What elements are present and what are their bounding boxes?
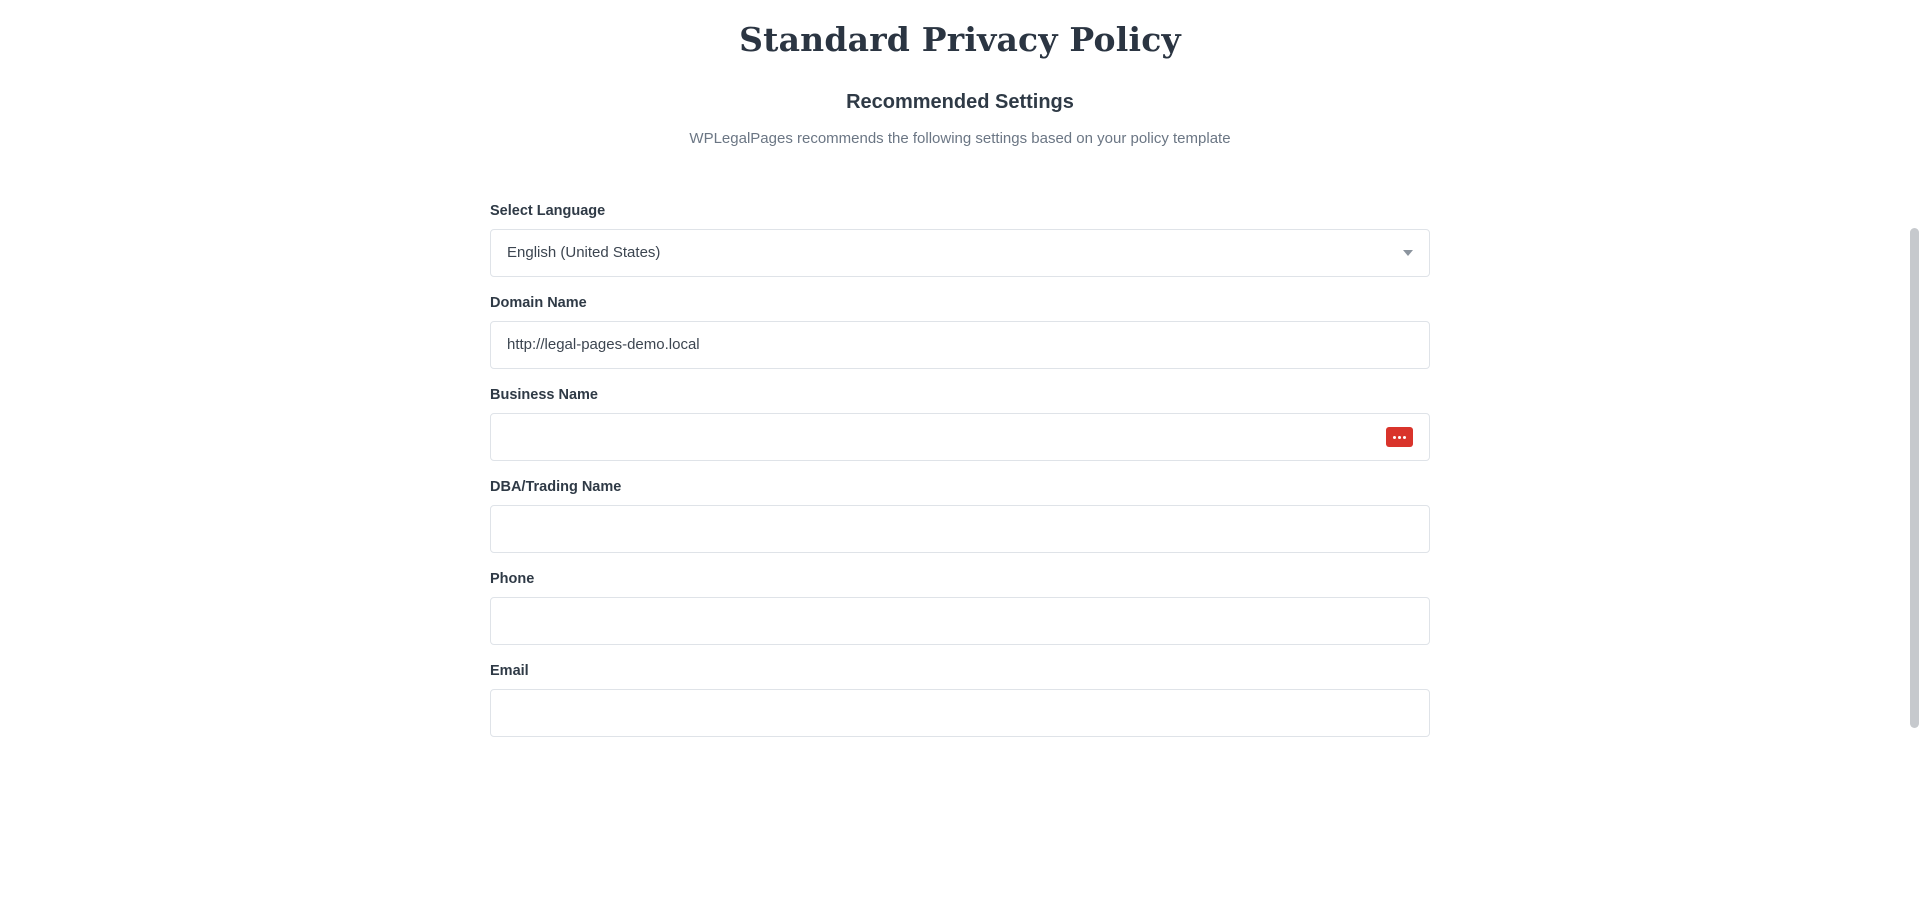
dba-trading-name-input[interactable] — [490, 505, 1430, 553]
field-label-email: Email — [490, 663, 529, 679]
language-select[interactable] — [490, 229, 1430, 277]
chevron-down-icon — [1403, 250, 1413, 256]
section-description: WPLegalPages recommends the following settings based on your policy template — [689, 130, 1231, 147]
field-email — [490, 645, 1430, 737]
domain-name-input[interactable] — [490, 321, 1430, 369]
field-domain-name — [490, 277, 1430, 369]
field-select-language — [490, 203, 1430, 277]
ellipsis-dots — [1393, 436, 1406, 439]
field-label-phone: Phone — [490, 571, 535, 587]
page-title: Standard Privacy Policy — [739, 20, 1181, 59]
business-name-input[interactable] — [490, 413, 1430, 461]
field-dba-trading-name — [490, 461, 1430, 553]
field-label-dba-trading-name: DBA/Trading Name — [490, 479, 622, 495]
field-business-name — [490, 369, 1430, 461]
field-label-select-language: Select Language — [490, 203, 606, 219]
email-input[interactable] — [490, 689, 1430, 737]
page-scrollbar-thumb[interactable] — [1910, 228, 1919, 728]
domain-name-value: http://legal-pages-demo.local — [507, 336, 700, 353]
settings-form — [490, 147, 1430, 737]
section-subtitle: Recommended Settings — [846, 91, 1074, 113]
field-phone — [490, 553, 1430, 645]
page-scrollbar[interactable] — [1907, 0, 1920, 912]
phone-input[interactable] — [490, 597, 1430, 645]
language-select-value: English (United States) — [507, 244, 661, 261]
field-label-business-name: Business Name — [490, 387, 598, 403]
more-options-icon[interactable] — [1386, 427, 1413, 447]
field-label-domain-name: Domain Name — [490, 295, 587, 311]
